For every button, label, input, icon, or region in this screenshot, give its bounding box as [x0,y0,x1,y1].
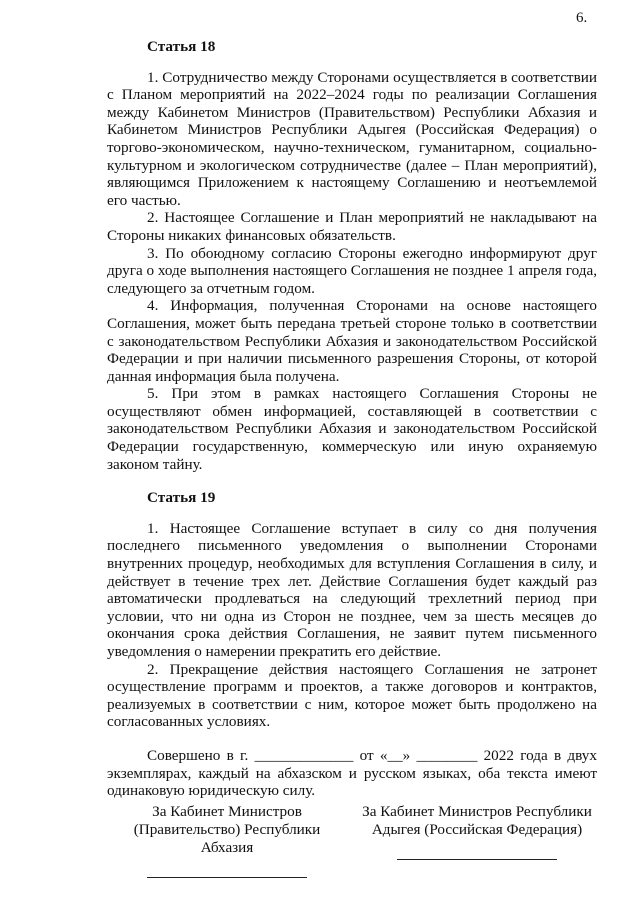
page-number: 6. [576,10,588,26]
article-18-paragraph-2: 2. Настоящее Соглашение и План мероприятий не накладывают на Стороны никаких финансовых обязательств. [107,209,597,244]
signature-abkhazia-line1: За Кабинет Министров [152,803,302,820]
signature-adygea [357,803,597,878]
signature-abkhazia-line2: (Правительство) Республики Абхазия [133,821,321,856]
signature-adygea-line2: Адыгея (Российская Федерация) [371,821,583,838]
signature-line-abkhazia [147,877,307,878]
article-19-paragraph-2: 2. Прекращение действия настоящего Соглашения не затронет осуществление программ и проектов, а также договоров и контрактов, реализуемых в соответствии с ним, которое может быть продолжено на согласованных условиях. [107,660,597,731]
article-19-heading: Статья 19 [147,489,216,507]
signature-adygea-line1: За Кабинет Министров Республики [362,803,592,820]
signature-line-adygea [397,859,557,860]
article-18-paragraph-5: 5. При этом в рамках настоящего Соглашения Стороны не осуществляют обмен информацией, составляющей в соответствии с законодательством Республики Абхазия и законодательством Российской Федерации государственную, коммерческую или иную охраняемую законом тайну. [107,385,597,473]
article-18-heading: Статья 18 [147,38,216,55]
document-body [107,38,597,800]
signature-block [107,803,597,878]
article-18-paragraph-1: 1. Сотрудничество между Сторонами осуществляется в соответствии с Планом мероприятий на 2022–2024 годы по реализации Соглашения между Кабинетом Министров (Правительством) Республики Абхазия и Кабинетом Министров Республики Адыгея (Российская Федерация) о торгово-экономическом, научно-техническом, гуманитарном, социально-культурном и экологическом сотрудничестве (далее – План мероприятий), являющимся Приложением к настоящему Соглашению и неотъемлемой его частью. [107,68,597,209]
article-19-paragraph-1: 1. Настоящее Соглашение вступает в силу со дня получения последнего письменного уведомления о выполнении Сторонами внутренних процедур, необходимых для вступления Соглашения в силу, и действует в течение трех лет. Действие Соглашения будет каждый раз автоматически продлеваться на следующий трехлетний период при условии, что ни одна из Сторон не позднее, чем за шесть месяцев до окончания срока действия Соглашения, не заявит путем письменного уведомления о намерении прекратить его действие. [107,519,597,660]
done-at-paragraph: Совершено в г. _____________ от «__» ________ 2022 года в двух экземплярах, каждый на абхазском и русском языках, оба текста имеют одинаковую юридическую силу. [107,746,597,800]
article-18-paragraph-3: 3. По обоюдному согласию Стороны ежегодно информируют друг друга о ходе выполнения настоящего Соглашения не позднее 1 апреля года, следующего за отчетным годом. [107,244,597,297]
article-18-paragraph-4: 4. Информация, полученная Сторонами на основе настоящего Соглашения, может быть передана третьей стороне только в соответствии с законодательством Республики Абхазия и законодательством Российской Федерации и при наличии письменного разрешения Стороны, от которой данная информация была получена. [107,297,597,385]
signature-abkhazia [107,803,347,878]
